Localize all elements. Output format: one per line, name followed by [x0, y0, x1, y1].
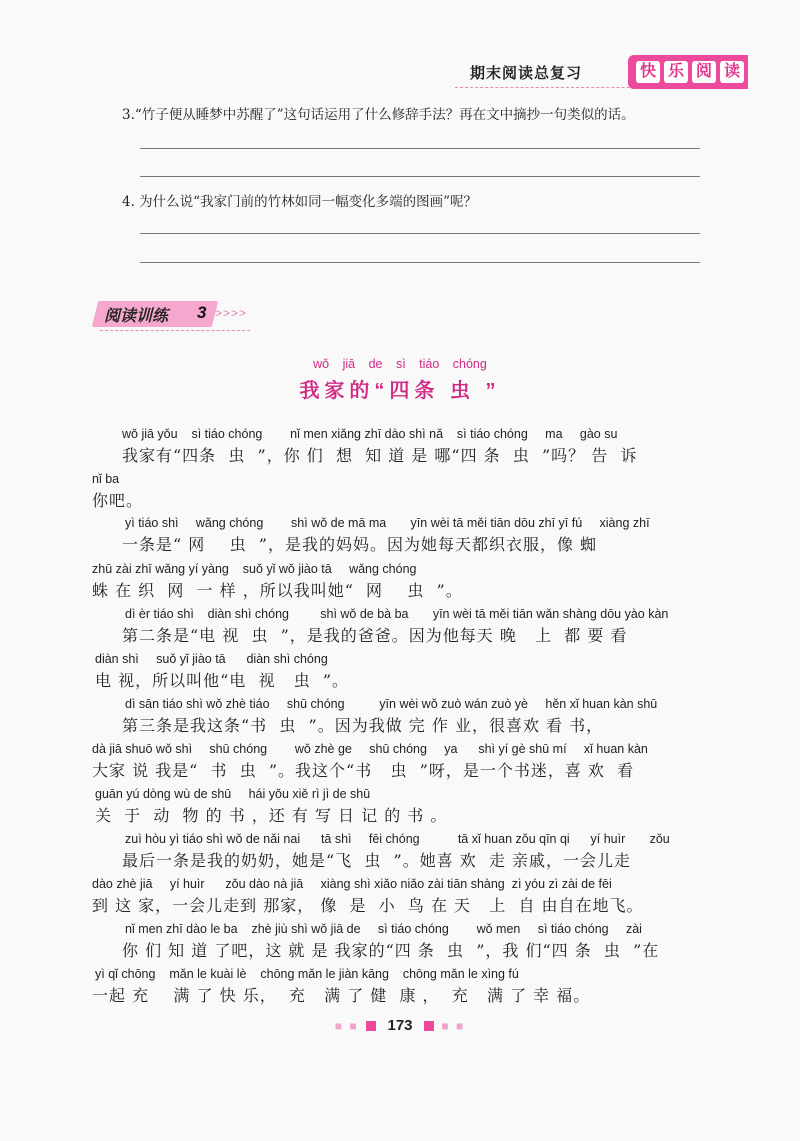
answer-line-4a[interactable]	[140, 233, 700, 234]
pinyin-line-12: nǐ men zhī dào le ba zhè jiù shì wǒ jiā de sì tiáo chóng wǒ men sì tiáo chóng zài	[125, 922, 642, 936]
text-line-13: 一起 充 满 了 快 乐， 充 满 了 健 康 ， 充 满 了 幸 福。	[92, 986, 591, 1005]
question-3: 3.“竹子便从睡梦中苏醒了”这句话运用了什么修辞手法？再在文中摘抄一句类似的话。	[122, 107, 635, 123]
answer-line-3a[interactable]	[140, 148, 700, 149]
footer-dots-left: ■ ■	[334, 1018, 359, 1033]
answer-line-3b[interactable]	[140, 176, 700, 177]
pinyin-line-5: dì èr tiáo shì diàn shì chóng shì wǒ de bà ba yīn wèi tā měi tiān wǎn shàng dōu yào kàn	[125, 607, 669, 621]
pinyin-line-10: zuì hòu yì tiáo shì wǒ de nǎi nai tā shì fēi chóng tā xǐ huan zǒu qīn qi yí huìr zǒu	[125, 832, 670, 846]
title-pinyin: wǒ jiā de sì tiáo chóng	[313, 357, 487, 371]
badge-char-2: 乐	[664, 61, 688, 83]
section-label: 阅读训练	[104, 308, 169, 325]
text-line-3: 一条是“ 网 虫 ”，是我的妈妈。因为她每天都织衣服，像 蜘	[122, 535, 598, 554]
text-line-7: 第三条是我这条“书 虫 ”。因为我做 完 作 业，很喜欢 看 书，	[122, 716, 604, 735]
pinyin-line-2: nǐ ba	[92, 472, 120, 486]
text-line-8: 大家 说 我是“ 书 虫 ”。我这个“书 虫 ”呀，是一个书迷，喜 欢 看	[92, 761, 635, 780]
pinyin-line-8: dà jiā shuō wǒ shì shū chóng wǒ zhè ge shū chóng ya shì yí gè shū mí xǐ huan kàn	[92, 742, 648, 756]
pinyin-line-7: dì sān tiáo shì wǒ zhè tiáo shū chóng yīn wèi wǒ zuò wán zuò yè hěn xǐ huan kàn shū	[125, 697, 658, 711]
text-line-9: 关 于 动 物 的 书 ，还 有 写 日 记 的 书 。	[95, 806, 448, 825]
pinyin-line-9: guān yú dòng wù de shū hái yǒu xiě rì jì de shū	[95, 787, 371, 801]
text-line-1: 我家有“四条 虫 ”，你 们 想 知 道 是 哪“四 条 虫 ”吗？ 告 诉	[122, 446, 638, 465]
text-line-10: 最后一条是我的奶奶，她是“飞 虫 ”。她喜 欢 走 亲戚，一会儿走	[122, 851, 632, 870]
text-line-2: 你吧。	[92, 491, 144, 510]
page-number: 173	[387, 1017, 413, 1035]
badge-char-1: 快	[636, 61, 660, 83]
answer-line-4b[interactable]	[140, 262, 700, 263]
pinyin-line-3: yì tiáo shì wǎng chóng shì wǒ de mā ma yīn wèi tā měi tiān dōu zhī yī fú xiàng zhī	[125, 516, 650, 530]
pinyin-line-13: yì qǐ chōng mǎn le kuài lè chōng mǎn le jiàn kāng chōng mǎn le xìng fú	[95, 967, 519, 981]
text-line-12: 你 们 知 道 了吧，这 就 是 我家的“四 条 虫 ”，我 们“四 条 虫 ”在	[122, 941, 660, 960]
text-line-6: 电 视，所以叫他“电 视 虫 ”。	[95, 671, 350, 690]
section-number: 3	[197, 303, 207, 322]
text-line-4: 蛛 在 织 网 一 样 ，所以我叫她“ 网 虫 ”。	[92, 581, 463, 600]
footer-square-right	[424, 1021, 434, 1031]
pinyin-line-6: diàn shì suǒ yǐ jiào tā diàn shì chóng	[95, 652, 328, 666]
header-title: 期末阅读总复习	[470, 65, 583, 82]
question-4: 4. 为什么说“我家门前的竹林如同一幅变化多端的图画”呢？	[122, 194, 477, 210]
pinyin-line-1: wǒ jiā yǒu sì tiáo chóng nǐ men xiǎng zhī dào shì nǎ sì tiáo chóng ma gào su	[122, 427, 618, 441]
banner-dashed-line	[100, 330, 250, 331]
pinyin-line-4: zhū zài zhī wǎng yí yàng suǒ yǐ wǒ jiào tā wǎng chóng	[92, 562, 417, 576]
text-line-11: 到 这 家，一会儿走到 那家， 像 是 小 鸟 在 天 上 自 由自在地飞。	[92, 896, 644, 915]
story-title: 我家的“四条 虫 ”	[299, 380, 501, 402]
badge-char-4: 读	[720, 61, 744, 83]
header-badge	[628, 55, 748, 89]
footer-square-left	[366, 1021, 376, 1031]
pinyin-line-11: dào zhè jiā yí huìr zǒu dào nà jiā xiàng shì xiǎo niǎo zài tiān shàng zì yóu zì zài de fēi	[92, 877, 612, 891]
page-footer	[0, 1017, 800, 1035]
section-arrows: >>>>	[215, 306, 248, 320]
footer-dots-right: ■ ■	[441, 1018, 466, 1033]
badge-char-3: 阅	[692, 61, 716, 83]
text-line-5: 第二条是“电 视 虫 ”，是我的爸爸。因为他每天 晚 上 都 要 看	[122, 626, 628, 645]
